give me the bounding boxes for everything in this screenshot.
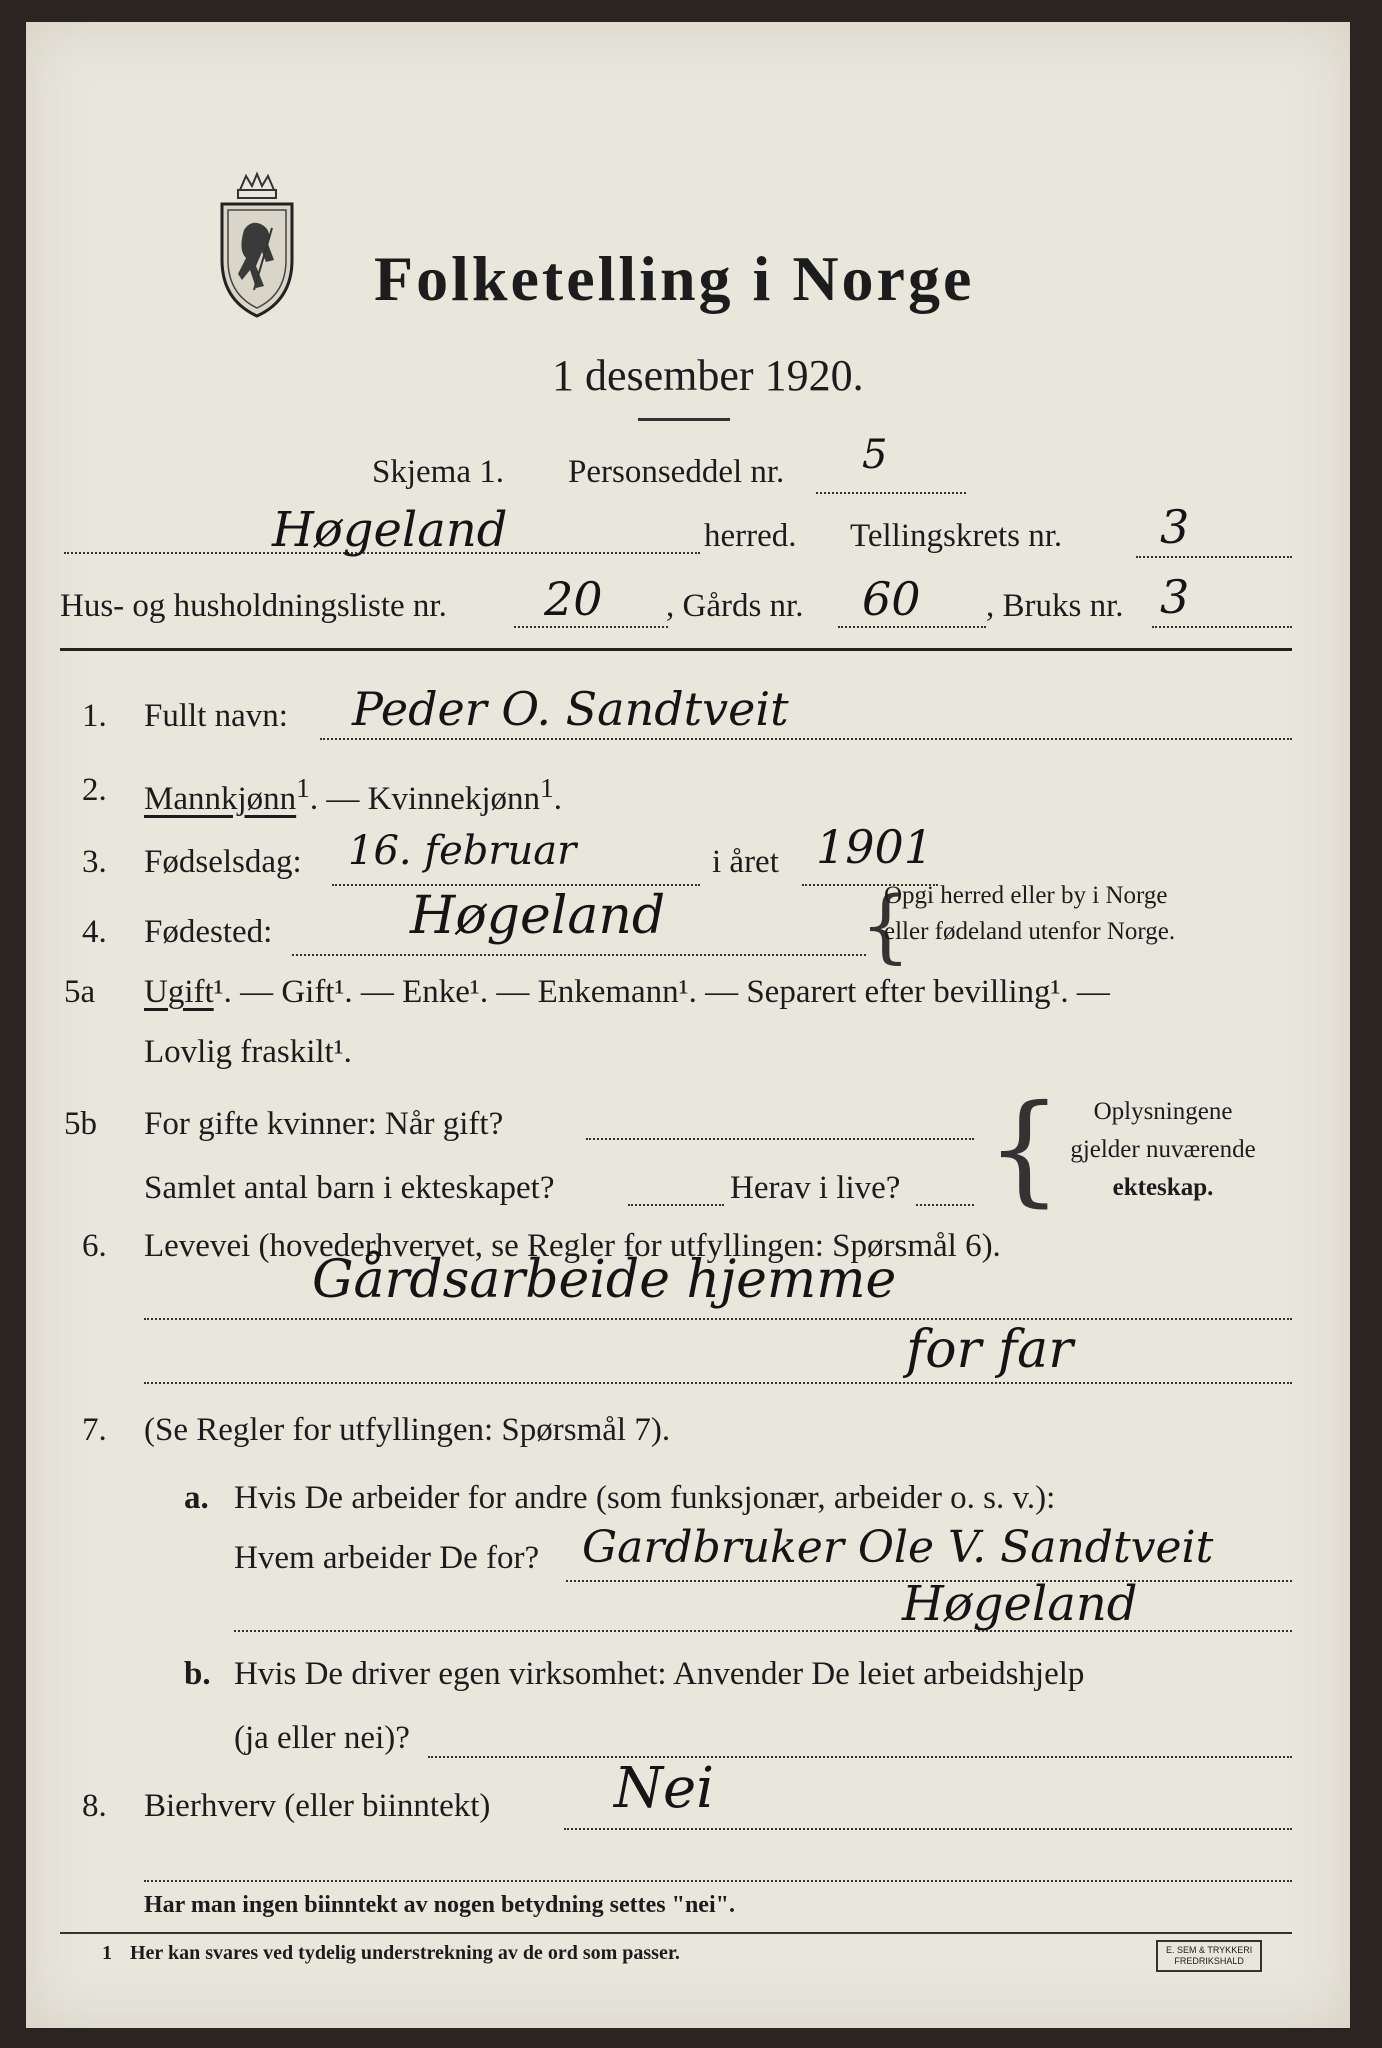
q5b-number: 5b [64,1106,97,1142]
q8-number: 8. [82,1788,107,1824]
q7b-line1: Hvis De driver egen virksomhet: Anvender De leiet arbeidshjelp [234,1656,1085,1692]
printer-stamp-line1: E. SEM & TRYKKERI [1166,1945,1253,1955]
schema-label: Skjema 1. [372,454,504,490]
q2-footnote-mark-1: 1 [296,772,310,803]
personseddel-value: 5 [862,432,888,478]
q5b-children-label: Samlet antal barn i ekteskapet? [144,1170,555,1206]
footer-divider [60,1932,1292,1934]
q5a-line2: Lovlig fraskilt¹. [144,1034,352,1070]
q2-footnote-mark-2: 1 [540,772,554,803]
q8-label: Bierhverv (eller biinntekt) [144,1788,491,1824]
q4-label: Fødested: [144,914,273,950]
q7a-letter: a. [184,1480,209,1516]
bruks-line [1152,626,1292,628]
q6-value-line1: Gårdsarbeide hjemme [312,1250,897,1310]
q5b-note-line2: gjelder nuværende [1070,1136,1256,1163]
q7a-employer-value: Gardbruker Ole V. Sandtveit [582,1522,1214,1573]
footnote-text: Her kan svares ved tydelig understrekning av de ord som passer. [130,1942,680,1964]
q3-year-label: i året [712,844,779,880]
q3-label: Fødselsdag: [144,844,302,880]
q5b-note-line1: Oplysningene [1093,1098,1233,1125]
q5b-alive-line [916,1204,974,1206]
herred-label: herred. [704,518,797,554]
bruks-label: , Bruks nr. [986,588,1124,624]
title-divider [638,418,730,421]
q6-value-line2: for far [906,1320,1074,1380]
q4-note-line2: eller fødeland utenfor Norge. [884,918,1176,945]
q4-note-brace: { [860,879,911,972]
census-form-sheet [26,22,1350,2028]
herred-value: Høgeland [272,502,508,558]
q2-male-option: Mannkjønn [144,781,297,817]
personseddel-label: Personseddel nr. [568,454,785,490]
q5b-children-line [628,1204,724,1206]
q7b-answer-line [428,1756,1292,1758]
norwegian-lion-crest-icon [212,170,302,320]
q7-number: 7. [82,1412,107,1448]
q2-number: 2. [82,772,107,808]
gaards-value: 60 [862,572,921,626]
q5b-note-line3: ekteskap. [1112,1174,1214,1201]
q2-female-option: Kvinnekjønn [367,781,540,817]
q5b-date-line [586,1138,974,1140]
q1-number: 1. [82,698,107,734]
bruks-value: 3 [1160,570,1190,624]
gaards-line [838,626,986,628]
q8-value: Nei [614,1756,715,1821]
q4-number: 4. [82,914,107,950]
q2-separator: . — [309,781,368,817]
q1-line [320,738,1292,740]
q4-value: Høgeland [410,886,666,946]
tellingskrets-label: Tellingskrets nr. [850,518,1063,554]
q6-label: Levevei (hovederhvervet, se Regler for utfyllingen: Spørsmål 6). [144,1228,1001,1264]
q4-line [292,954,866,956]
personseddel-line [816,492,966,494]
q6-number: 6. [82,1228,107,1264]
page-title: Folketelling i Norge [374,243,975,314]
q5b-note-brace: { [986,1080,1063,1219]
husliste-line [514,626,668,628]
q5b-alive-label: Herav i live? [730,1170,901,1206]
q5a-options [144,974,1110,1011]
footnote-number: 1 [102,1942,112,1964]
tellingskrets-value: 3 [1160,500,1190,554]
q8-line [564,1828,1292,1830]
q6-line2 [144,1382,1292,1384]
q7-label: (Se Regler for utfyllingen: Spørsmål 7). [144,1412,671,1448]
q5b-line1: For gifte kvinner: Når gift? [144,1106,504,1142]
q7a-line2: Hvem arbeider De for? [234,1540,540,1576]
q4-note-line1: Opgi herred eller by i Norge [884,882,1168,909]
tellingskrets-line [1136,556,1292,558]
q5a-ugift-option: Ugift [144,974,214,1010]
printer-stamp [1156,1940,1262,1972]
husliste-label: Hus- og husholdningsliste nr. [60,588,447,624]
husliste-value: 20 [544,572,603,626]
q5a-number: 5a [64,974,96,1010]
q3-year-value: 1901 [816,820,934,874]
q8-line2 [144,1880,1292,1882]
q2-options [144,772,562,818]
page-subtitle: 1 desember 1920. [552,351,864,400]
q2-end: . [553,781,562,817]
q6-line1 [144,1318,1292,1320]
header-divider [60,648,1292,651]
q5a-other-options: ¹. — Gift¹. — Enke¹. — Enkemann¹. — Separert efter bevilling¹. — [213,974,1110,1010]
q3-number: 3. [82,844,107,880]
q7a-line1: Hvis De arbeider for andre (som funksjonær, arbeider o. s. v.): [234,1480,1056,1516]
footer-note: Har man ingen biinntekt av nogen betydning settes "nei". [144,1892,735,1918]
q7b-letter: b. [184,1656,211,1692]
printer-stamp-line2: FREDRIKSHALD [1174,1955,1244,1966]
q3-date-value: 16. februar [348,828,577,874]
q1-value: Peder O. Sandtveit [352,682,789,736]
gaards-label: , Gårds nr. [666,588,804,624]
q7a-employer-place: Høgeland [902,1576,1138,1632]
q7b-line2: (ja eller nei)? [234,1720,410,1756]
q1-label: Fullt navn: [144,698,288,734]
